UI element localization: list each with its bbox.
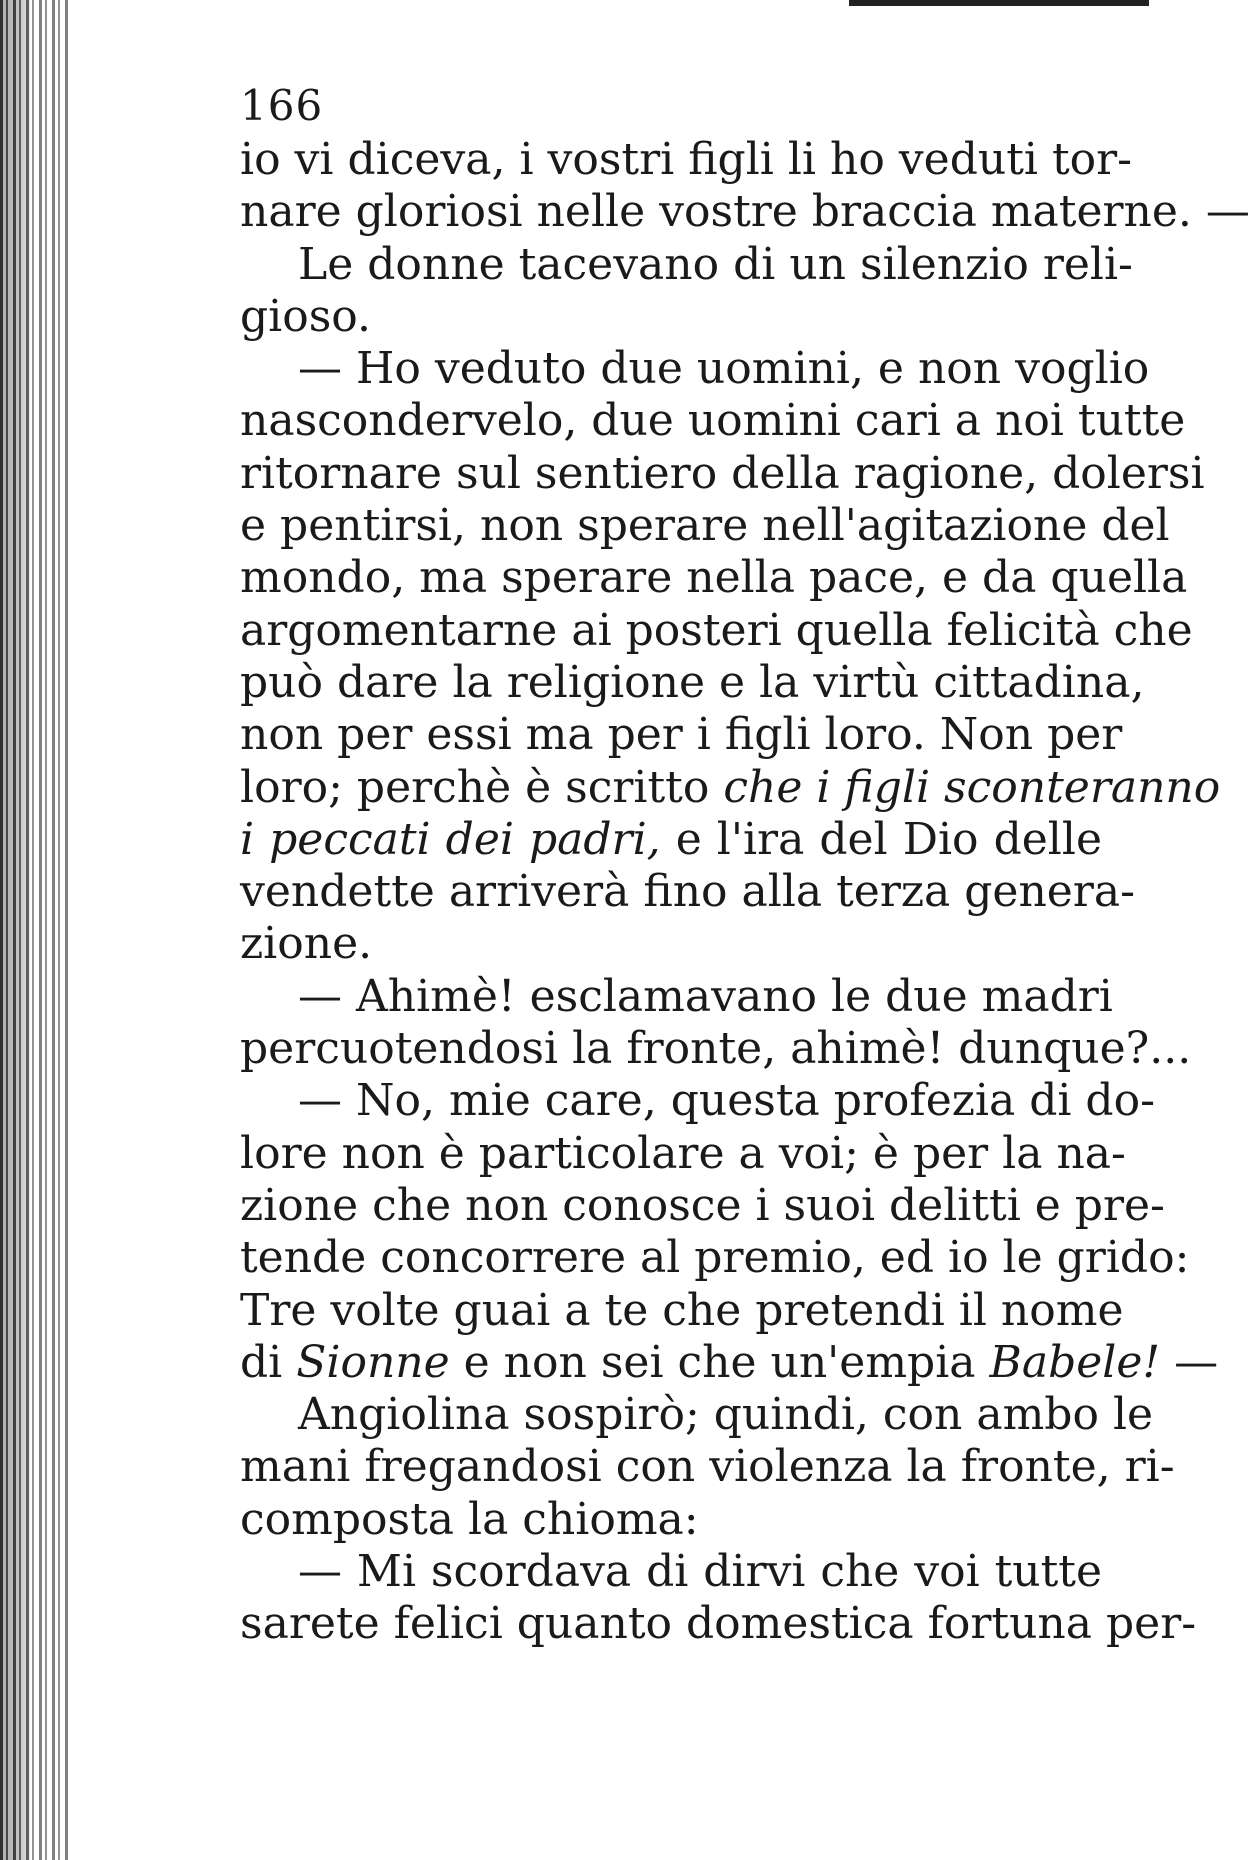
text-span: e non sei che un'empia xyxy=(449,1336,990,1388)
italic-name: Sionne xyxy=(296,1336,450,1388)
text-line: — No, mie care, questa profezia di do- xyxy=(298,1075,1155,1127)
text-line: nascondervelo, due uomini cari a noi tutte xyxy=(240,395,1186,447)
text-line: argomentarne ai posteri quella felicità che xyxy=(240,604,1193,656)
binding-edge xyxy=(0,0,70,1860)
text-line: — Ahimè! esclamavano le due madri xyxy=(298,970,1113,1022)
italic-quote: che i figli sconteranno xyxy=(723,761,1221,813)
text-line: zione che non conosce i suoi delitti e pre- xyxy=(240,1179,1165,1231)
text-line: mondo, ma sperare nella pace, e da quella xyxy=(240,552,1188,604)
text-line xyxy=(240,1336,1219,1389)
text-line: sarete felici quanto domestica fortuna per- xyxy=(240,1598,1197,1650)
text-line: vendette arriverà fino alla terza genera- xyxy=(240,866,1135,918)
text-line: — Mi scordava di dirvi che voi tutte xyxy=(298,1546,1102,1598)
text-line: — Ho veduto due uomini, e non voglio xyxy=(298,343,1150,395)
text-span: di xyxy=(240,1336,297,1388)
text-line xyxy=(240,761,1221,814)
text-line: Le donne tacevano di un silenzio reli- xyxy=(298,238,1133,290)
text-line: Tre volte guai a te che pretendi il nome xyxy=(240,1284,1124,1336)
text-line: può dare la religione e la virtù cittadina, xyxy=(240,656,1145,708)
text-line: io vi diceva, i vostri figli li ho veduti tor- xyxy=(240,134,1133,185)
text-line: e pentirsi, non sperare nell'agitazione del xyxy=(240,500,1170,552)
text-line: non per essi ma per i figli loro. Non per xyxy=(240,709,1123,761)
text-span: e l'ira del Dio delle xyxy=(660,813,1102,865)
text-line: nare gloriosi nelle vostre braccia materne. — xyxy=(240,186,1250,238)
text-line: tende concorrere al premio, ed io le grido: xyxy=(240,1232,1190,1284)
text-line: lore non è particolare a voi; è per la na- xyxy=(240,1127,1126,1179)
text-line: Angiolina sospirò; quindi, con ambo le xyxy=(298,1389,1154,1441)
text-line: zione. xyxy=(240,918,373,970)
text-span: — xyxy=(1160,1336,1219,1388)
italic-name: Babele! xyxy=(989,1336,1161,1388)
book-page xyxy=(240,81,1250,1651)
text-span: loro; perchè è scritto xyxy=(240,761,724,813)
text-line xyxy=(240,814,1102,866)
italic-quote: i peccati dei padri, xyxy=(240,813,661,865)
text-line: gioso. xyxy=(240,290,372,342)
text-line: percuotendosi la fronte, ahimè! dunque?... xyxy=(240,1023,1192,1075)
page-top-rule xyxy=(849,0,1149,6)
text-line: ritornare sul sentiero della ragione, dolersi xyxy=(240,447,1205,499)
text-line: mani fregandosi con violenza la fronte, ri- xyxy=(240,1441,1175,1493)
page-number: 166 xyxy=(240,81,324,130)
text-line: composta la chioma: xyxy=(240,1493,699,1545)
